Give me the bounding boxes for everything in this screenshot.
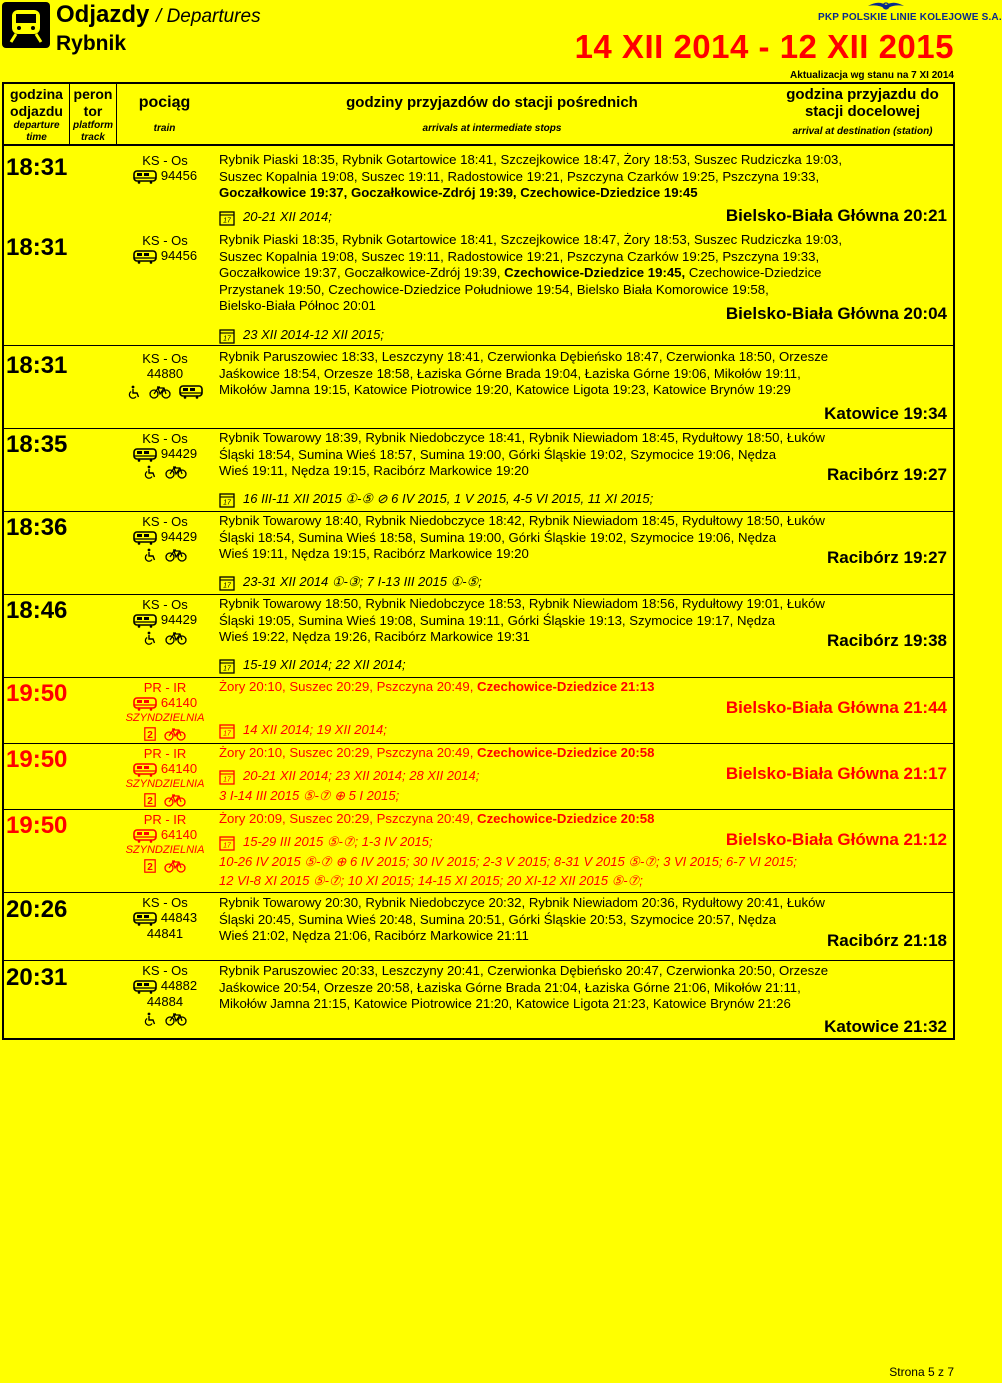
table-row[interactable] <box>4 893 953 961</box>
calendar-icon <box>219 658 235 674</box>
column-header-train: pociąg train <box>138 94 191 134</box>
train-category: KS - Os <box>142 351 188 366</box>
departure-time: 18:31 <box>6 234 68 261</box>
train-car-icon <box>133 980 157 994</box>
calendar-note: 16 III-11 XII 2015 ①-⑤ ⊘ 6 IV 2015, 1 V 2015, 4-5 VI 2015, 11 XI 2015; <box>219 491 653 508</box>
bicycle-icon <box>164 727 186 741</box>
facility-icons <box>116 383 214 399</box>
column-header-track: peron tor platform track <box>70 84 117 144</box>
table-row[interactable] <box>4 148 953 228</box>
page-title: Odjazdy / Departures <box>56 1 261 28</box>
table-header <box>4 84 953 146</box>
calendar-icon <box>219 492 235 508</box>
train-brand-name: SZYNDZIELNIA <box>125 777 205 790</box>
intermediate-stops: Rybnik Paruszowiec 20:33, Leszczyny 20:41, Czerwionka Dębieńsko 20:47, Czerwionka 20:50, Orzesze Jaśkowice 20:54, Orzesze 20:58, Łaziska Górne Brada 21:04, Łaziska Górne 21:06, Mikołów 21:11, Mikołów Jamna 21:15, Katowice Piotrowice 21:20, Katowice Ligota 21:23, Katowice Brynów 21:26 <box>219 963 829 1011</box>
intermediate-stops: Rybnik Paruszowiec 18:33, Leszczyny 18:41, Czerwionka Dębieńsko 18:47, Czerwionka 18:50, Orzesze Jaśkowice 18:54, Orzesze 18:58, Łaziska Górne Brada 19:04, Łaziska Górne 19:06, Mikołów 19:11, Mikołów Jamna 19:15, Katowice Piotrowice 19:20, Katowice Ligota 19:23, Katowice Brynów 19:29 <box>219 349 829 397</box>
calendar-note: 15-29 III 2015 ⑤-⑦; 1-3 IV 2015; <box>219 834 433 851</box>
train-car-icon <box>133 829 157 843</box>
wheelchair-icon <box>127 385 141 399</box>
table-row[interactable] <box>4 228 953 346</box>
train-number: 94456 <box>160 168 198 183</box>
destination-arrival: Katowice 19:34 <box>824 404 947 423</box>
intermediate-stops: Rybnik Towarowy 18:40, Rybnik Niedobczyce 18:42, Rybnik Niewiadom 18:45, Rydułtowy 18:50, Łuków Śląski 18:54, Sumina Wieś 18:58, Sumina 19:00, Górki Śląskie 19:02, Szymocice 19:06, Nędza Wieś 19:11, Nędza 19:15, Racibórz Markowice 19:20 <box>219 513 825 561</box>
calendar-icon <box>219 769 235 785</box>
train-category: KS - Os <box>142 233 188 248</box>
destination-arrival: Bielsko-Biała Główna 20:04 <box>725 304 947 323</box>
bicycle-icon <box>165 548 187 562</box>
train-category: PR - IR <box>143 746 187 761</box>
train-number: 44843 <box>160 910 198 925</box>
table-row[interactable] <box>4 810 953 893</box>
facility-icons <box>116 464 214 480</box>
pkp-emblem-icon <box>866 0 906 12</box>
train-number: 44884 <box>146 993 184 1009</box>
intermediate-stops: Żory 20:10, Suszec 20:29, Pszczyna 20:49, Czechowice-Dziedzice 20:58 <box>219 745 655 760</box>
train-category: KS - Os <box>142 431 188 446</box>
train-number: 64140 <box>160 827 198 842</box>
train-car-icon <box>133 763 157 777</box>
destination-arrival: Racibórz 19:38 <box>827 631 947 650</box>
operator-logo: PKP POLSKIE LINIE KOLEJOWE S.A. <box>818 0 954 26</box>
facility-icons <box>116 547 214 563</box>
train-number: 94429 <box>160 529 198 544</box>
train-car-icon <box>133 250 157 264</box>
facility-icons <box>116 1011 214 1027</box>
train-cell <box>116 514 214 562</box>
bicycle-icon <box>149 385 171 399</box>
update-note: Aktualizacja wg stanu na 7 XI 2014 <box>790 70 954 81</box>
second-class-icon <box>144 859 156 873</box>
destination-arrival: Racibórz 19:27 <box>827 465 947 484</box>
wheelchair-icon <box>143 548 157 562</box>
train-cell <box>116 812 214 873</box>
intermediate-stops: Rybnik Towarowy 20:30, Rybnik Niedobczyce 20:32, Rybnik Niewiadom 20:36, Rydułtowy 20:41, Łuków Śląski 20:45, Sumina Wieś 20:48, Sumina 20:51, Górki Śląskie 20:53, Szymocice 20:57, Nędza Wieś 21:02, Nędza 21:06, Racibórz Markowice 21:11 <box>219 895 825 943</box>
train-number: 44882 <box>160 978 198 993</box>
train-number: 94456 <box>160 248 198 263</box>
destination-arrival: Racibórz 21:18 <box>827 931 947 950</box>
table-row[interactable] <box>4 744 953 810</box>
intermediate-stops: Żory 20:10, Suszec 20:29, Pszczyna 20:49, Czechowice-Dziedzice 21:13 <box>219 679 655 694</box>
bicycle-icon <box>164 859 186 873</box>
train-front-icon <box>2 2 50 48</box>
train-car-icon <box>133 697 157 711</box>
train-cell <box>116 680 214 741</box>
departure-time: 18:31 <box>6 352 68 379</box>
departure-time: 19:50 <box>6 812 68 839</box>
calendar-note-continued: 12 VI-8 XI 2015 ⑤-⑦; 10 XI 2015; 14-15 XI 2015; 20 XI-12 XII 2015 ⑤-⑦; <box>219 873 643 888</box>
destination-arrival: Bielsko-Biała Główna 21:17 <box>725 764 947 783</box>
intermediate-stops: Rybnik Towarowy 18:39, Rybnik Niedobczyce 18:41, Rybnik Niewiadom 18:45, Rydułtowy 18:50, Łuków Śląski 18:54, Sumina Wieś 18:57, Sumina 19:00, Górki Śląskie 19:02, Szymocice 19:06, Nędza Wieś 19:11, Nędza 19:15, Racibórz Markowice 19:20 <box>219 430 825 478</box>
column-header-stops: godziny przyjazdów do stacji pośrednich arrivals at intermediate stops <box>346 94 638 134</box>
train-car-icon <box>133 614 157 628</box>
train-car-icon <box>133 170 157 184</box>
train-cell <box>116 233 214 264</box>
calendar-icon <box>219 835 235 851</box>
calendar-note: 20-21 XII 2014; <box>219 209 332 226</box>
train-car-icon <box>133 448 157 462</box>
train-car-icon <box>133 531 157 545</box>
departure-time: 18:46 <box>6 597 68 624</box>
train-number: 64140 <box>160 695 198 710</box>
train-cell <box>116 351 214 399</box>
train-number: 94429 <box>160 612 198 627</box>
validity-period: 14 XII 2014 - 12 XII 2015 <box>574 28 954 65</box>
facility-icons <box>116 726 214 742</box>
train-cell <box>116 153 214 184</box>
second-class-icon <box>144 727 156 741</box>
train-cell <box>116 431 214 479</box>
table-row[interactable] <box>4 429 953 512</box>
table-row[interactable] <box>4 512 953 595</box>
departure-time: 19:50 <box>6 746 68 773</box>
column-header-destination: godzina przyjazdu do stacji docelowej arrival at destination (station) <box>786 86 939 137</box>
calendar-note-continued: 10-26 IV 2015 ⑤-⑦ ⊕ 6 IV 2015; 30 IV 2015; 2-3 V 2015; 8-31 V 2015 ⑤-⑦; 3 VI 2015; 6-7 VI 2015; <box>219 854 797 869</box>
train-number: 94429 <box>160 446 198 461</box>
calendar-icon <box>219 723 235 739</box>
intermediate-stops: Żory 20:09, Suszec 20:29, Pszczyna 20:49, Czechowice-Dziedzice 20:58 <box>219 811 655 826</box>
intermediate-stops: Rybnik Piaski 18:35, Rybnik Gotartowice 18:41, Szczejkowice 18:47, Żory 18:53, Suszec Rudziczka 19:03, Suszec Kopalnia 19:08, Suszec 19:11, Radostowice 19:21, Pszczyna Czarków 19:25, Pszczyna 19:33, Goczałkowice 19:37, Goczałkowice-Zdrój 19:39, Czechowice-Dziedzice 19:45, Czechowice-Dziedzice Przystanek 19:50, Czechowice-Dziedzice Południowe 19:54, Bielsko Biała Komorowice 19:58, Bielsko-Biała Północ 20:01 <box>219 232 843 313</box>
calendar-icon <box>219 210 235 226</box>
train-number: 44841 <box>146 925 184 941</box>
wheelchair-icon <box>143 1012 157 1026</box>
intermediate-stops: Rybnik Towarowy 18:50, Rybnik Niedobczyce 18:53, Rybnik Niewiadom 18:56, Rydułtowy 19:01, Łuków Śląski 19:05, Sumina Wieś 19:08, Sumina 19:11, Górki Śląskie 19:13, Szymocice 19:17, Nędza Wieś 19:22, Nędza 19:26, Racibórz Markowice 19:31 <box>219 596 825 644</box>
train-category: KS - Os <box>142 514 188 529</box>
calendar-note: 20-21 XII 2014; 23 XII 2014; 28 XII 2014; <box>219 768 479 785</box>
calendar-note: 15-19 XII 2014; 22 XII 2014; <box>219 657 406 674</box>
page-number: Strona 5 z 7 <box>889 1365 954 1379</box>
departure-time: 18:31 <box>6 154 68 181</box>
bicycle-icon <box>164 793 186 807</box>
train-category: PR - IR <box>143 812 187 827</box>
train-brand-name: SZYNDZIELNIA <box>125 843 205 856</box>
column-header-time: godzina odjazdu departure time <box>4 84 70 144</box>
destination-arrival: Katowice 21:32 <box>824 1017 947 1036</box>
page-header <box>0 0 1002 81</box>
train-number: 64140 <box>160 761 198 776</box>
departure-time: 20:26 <box>6 896 68 923</box>
table-row[interactable] <box>4 595 953 678</box>
train-cell <box>116 746 214 807</box>
facility-icons <box>116 858 214 874</box>
bicycle-icon <box>165 631 187 645</box>
bicycle-icon <box>165 465 187 479</box>
departure-time: 18:36 <box>6 514 68 541</box>
train-brand-name: SZYNDZIELNIA <box>125 711 205 724</box>
train-number: 44880 <box>146 366 184 381</box>
train-car-icon <box>133 912 157 926</box>
departure-time: 19:50 <box>6 680 68 707</box>
destination-arrival: Bielsko-Biała Główna 21:44 <box>725 698 947 717</box>
train-category: KS - Os <box>142 963 188 978</box>
second-class-icon <box>144 793 156 807</box>
departure-time: 18:35 <box>6 431 68 458</box>
calendar-note: 23 XII 2014-12 XII 2015; <box>219 327 384 344</box>
train-cell <box>116 895 214 941</box>
wheelchair-icon <box>143 465 157 479</box>
bicycle-icon <box>165 1012 187 1026</box>
train-category: KS - Os <box>142 153 188 168</box>
calendar-note-continued: 3 I-14 III 2015 ⑤-⑦ ⊕ 5 I 2015; <box>219 788 400 803</box>
destination-arrival: Bielsko-Biała Główna 21:12 <box>725 830 947 849</box>
train-category: KS - Os <box>142 597 188 612</box>
station-name: Rybnik <box>56 32 127 55</box>
facility-icons <box>116 792 214 808</box>
calendar-icon <box>219 575 235 591</box>
facility-icons <box>116 630 214 646</box>
departures-table <box>2 82 955 1040</box>
train-cell <box>116 963 214 1026</box>
train-category: PR - IR <box>143 680 187 695</box>
calendar-note: 23-31 XII 2014 ①-③; 7 I-13 III 2015 ①-⑤; <box>219 574 482 591</box>
intermediate-stops: Rybnik Piaski 18:35, Rybnik Gotartowice 18:41, Szczejkowice 18:47, Żory 18:53, Suszec Rudziczka 19:03, Suszec Kopalnia 19:08, Suszec 19:11, Radostowice 19:21, Pszczyna Czarków 19:25, Pszczyna 19:33, Goczałkowice 19:37, Goczałkowice-Zdrój 19:39, Czechowice-Dziedzice 19:45 <box>219 152 843 200</box>
calendar-note: 14 XII 2014; 19 XII 2014; <box>219 722 387 739</box>
destination-arrival: Racibórz 19:27 <box>827 548 947 567</box>
train-cell <box>116 597 214 645</box>
wheelchair-icon <box>143 631 157 645</box>
destination-arrival: Bielsko-Biała Główna 20:21 <box>725 206 947 225</box>
table-row[interactable] <box>4 346 953 429</box>
calendar-icon <box>219 328 235 344</box>
departure-time: 20:31 <box>6 964 68 991</box>
train-car-icon <box>179 385 203 399</box>
train-category: KS - Os <box>142 895 188 910</box>
table-row[interactable] <box>4 678 953 744</box>
table-row[interactable] <box>4 961 953 1038</box>
